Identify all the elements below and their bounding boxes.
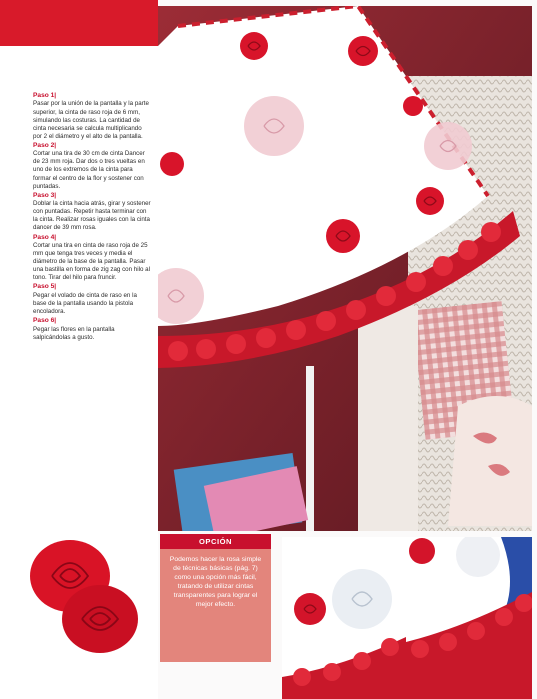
step-title: Paso 3| (33, 191, 57, 199)
step-title: Paso 1| (33, 92, 57, 99)
step-text: Pasar por la unión de la pantalla y la parte superior, la cinta de raso roja de 6 mm, simulando las costuras. La cantidad de cinta necesaria se calcula multiplicando por 2 el diámetro y el alto de la pantalla. (33, 100, 149, 140)
step-title: Paso 6| (33, 317, 57, 325)
option-text: Podemos hacer la rosa simple de técnicas básicas (pág. 7) como una opción más fácil, tratando de utilizar cintas transparentes para lograr el mejor efecto. (169, 556, 262, 608)
step-5 (33, 283, 151, 316)
step-text: Doblar la cinta hacia atrás, girar y sostener con puntadas. Repetir hasta terminar con la cinta. Realizar rosas iguales con la cinta dancer de 39 mm rosa. (33, 200, 151, 232)
step-text: Cortar una tira de 30 cm de cinta Dancer de 23 mm roja. Dar dos o tres vueltas en uno de los extremos de la cinta para formar el centro de la flor y sostener con puntadas. (33, 150, 145, 190)
header-red-band (0, 0, 158, 46)
step-3 (33, 192, 151, 233)
lampshade-detail-photo-2 (406, 537, 532, 699)
lampshade-detail-photo-1 (282, 537, 406, 699)
red-roses-photo (0, 531, 158, 699)
step-6 (33, 317, 151, 342)
step-title: Paso 4| (33, 233, 57, 241)
step-text: Pegar el volado de cinta de raso en la base de la pantalla usando la pistola encoladora. (33, 291, 137, 315)
step-2 (33, 142, 151, 191)
option-title: OPCIÓN (160, 534, 271, 549)
step-1 (33, 92, 151, 141)
step-text: Cortar una tira en cinta de raso roja de 25 mm que tenga tres veces y media el diámetro de la base de la pantalla. Pasar una bastilla en forma de zig zag con hilo al tono. Tirar del hilo para fruncir. (33, 241, 150, 282)
option-box (160, 534, 271, 662)
step-4 (33, 234, 151, 283)
step-title: Paso 5| (33, 283, 57, 291)
step-title: Paso 2| (33, 141, 57, 149)
step-text: Pegar las flores en la pantalla salpicándolas a gusto. (33, 325, 115, 341)
lampshade-photo (158, 6, 532, 531)
steps-list (33, 92, 151, 343)
